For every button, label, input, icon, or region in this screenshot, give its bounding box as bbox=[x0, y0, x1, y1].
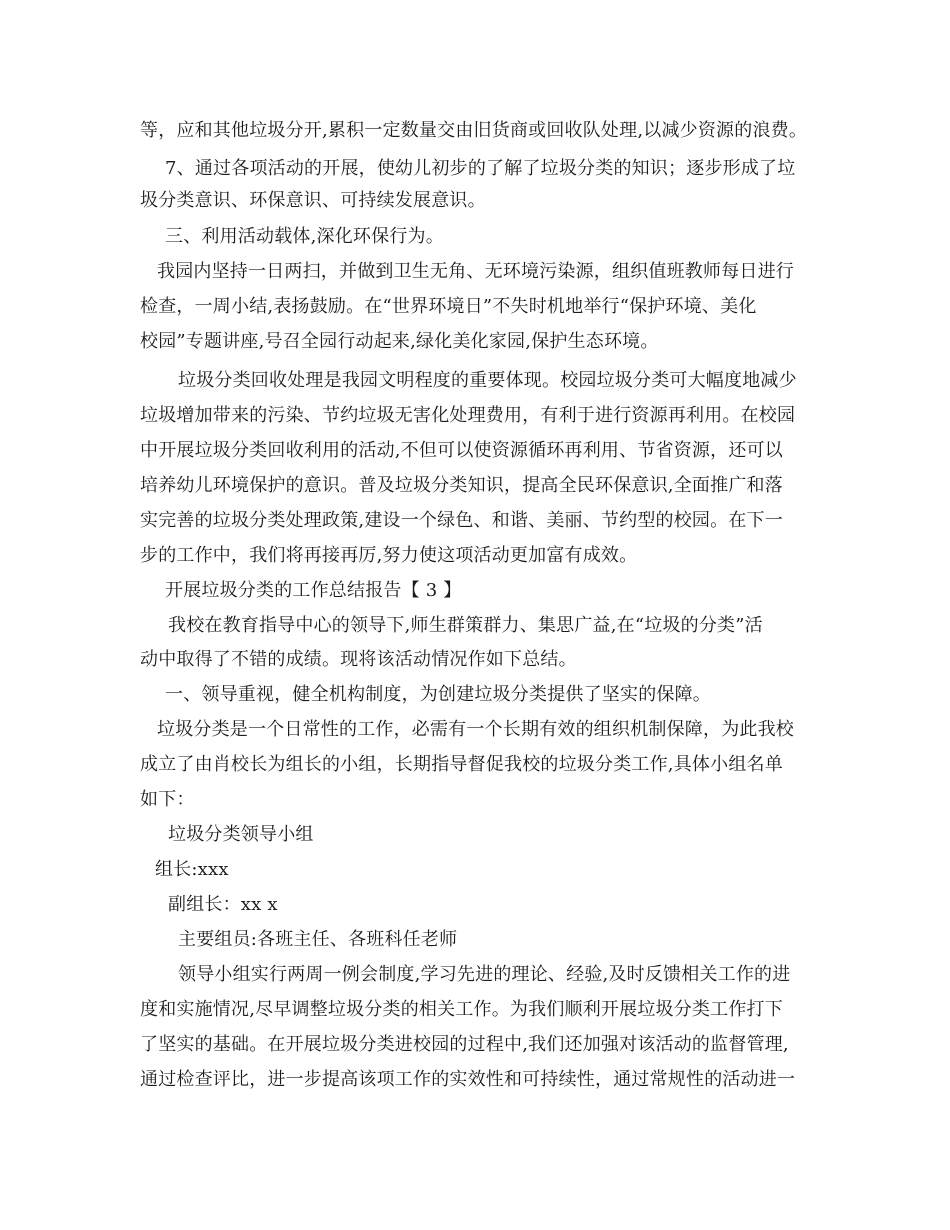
text-line-16: 动中取得了不错的成绩。现将该活动情况作如下总结。 bbox=[140, 649, 577, 670]
section-heading-1: 一、领导重视，健全机构制度，为创建垃圾分类提供了坚实的保障。 bbox=[165, 684, 711, 705]
text-line-6: 检查，一周小结,表扬鼓励。在“世界环境日”不失时机地举行“保护环境、美化 bbox=[140, 296, 757, 317]
section-heading-3: 三、利用活动载体,深化环保行为。 bbox=[165, 226, 444, 247]
text-line-2: 7、通过各项活动的开展，使幼儿初步的了解了垃圾分类的知识；逐步形成了垃 bbox=[165, 158, 796, 179]
text-line-8: 垃圾分类回收处理是我园文明程度的重要体现。校园垃圾分类可大幅度地减少 bbox=[178, 370, 797, 391]
text-line-5: 我园内坚持一日两扫，并做到卫生无角、无环境污染源，组织值班教师每日进行 bbox=[157, 261, 794, 282]
text-line-18: 垃圾分类是一个日常性的工作，必需有一个长期有效的组织机制保障，为此我校 bbox=[157, 719, 794, 740]
text-line-12: 实完善的垃圾分类处理政策,建设一个绿色、和谐、美丽、节约型的校园。在下一 bbox=[140, 510, 783, 531]
text-line-10: 中开展垃圾分类回收利用的活动,不但可以使资源循环再利用、节省资源，还可以 bbox=[140, 440, 783, 461]
group-leader: 组长:xxx bbox=[155, 859, 229, 880]
group-members: 主要组员:各班主任、各班科任老师 bbox=[178, 929, 458, 950]
report-title: 开展垃圾分类的工作总结报告【 3 】 bbox=[165, 580, 462, 601]
text-line-9: 垃圾增加带来的污染、节约垃圾无害化处理费用，有利于进行资源再利用。在校园 bbox=[140, 405, 796, 426]
text-line-20: 如下： bbox=[140, 789, 195, 810]
text-line-13: 步的工作中，我们将再接再厉,努力使这项活动更加富有成效。 bbox=[140, 545, 638, 566]
text-line-1: 等，应和其他垃圾分开,累积一定数量交由旧货商或回收队处理,以减少资源的浪费。 bbox=[140, 120, 808, 141]
text-line-7: 校园”专题讲座,号召全园行动起来,绿化美化家园,保护生态环境。 bbox=[140, 331, 659, 352]
text-line-11: 培养幼儿环境保护的意识。普及垃圾分类知识，提高全民环保意识,全面推广和落 bbox=[140, 475, 783, 496]
text-line-15: 我校在教育指导中心的领导下,师生群策群力、集思广益,在“垃圾的分类”活 bbox=[168, 615, 763, 636]
text-line-28: 通过检查评比，进一步提高该项工作的实效性和可持续性，通过常规性的活动进一 bbox=[140, 1069, 796, 1090]
text-line-26: 度和实施情况,尽早调整垃圾分类的相关工作。为我们顺利开展垃圾分类工作打下 bbox=[140, 999, 783, 1020]
text-line-19: 成立了由肖校长为组长的小组，长期指导督促我校的垃圾分类工作,具体小组名单 bbox=[140, 754, 783, 775]
text-line-3: 圾分类意识、环保意识、可持续发展意识。 bbox=[140, 190, 486, 211]
group-title: 垃圾分类领导小组 bbox=[168, 824, 314, 845]
text-line-27: 了坚实的基础。在开展垃圾分类进校园的过程中,我们还加强对该活动的监督管理, bbox=[140, 1034, 789, 1055]
group-deputy-leader: 副组长：xx x bbox=[168, 894, 278, 915]
text-line-25: 领导小组实行两周一例会制度,学习先进的理论、经验,及时反馈相关工作的进 bbox=[178, 964, 791, 985]
